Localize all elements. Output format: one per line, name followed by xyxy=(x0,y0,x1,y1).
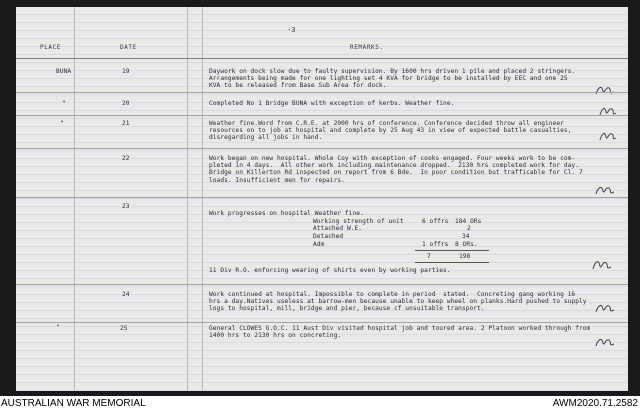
strength-total-offrs: 7 xyxy=(427,253,431,260)
entry-rule xyxy=(16,197,628,198)
entry-date: 23 xyxy=(122,203,130,210)
header-date: DATE xyxy=(120,44,137,51)
entry-remarks: General CLOWES G.O.C. 11 Aust Div visited hospital job and toured area. 2 Platoon worked through from 1400 hrs to 2130 hrs on concreting. xyxy=(209,325,591,340)
entry-place: " xyxy=(62,100,66,107)
strength-label: Adm xyxy=(313,241,325,248)
entry-date: 21 xyxy=(122,120,130,127)
signature-initials-mark xyxy=(594,301,616,315)
entry-rule xyxy=(16,92,628,93)
signature-initials-mark xyxy=(594,83,616,97)
column-rule xyxy=(187,7,188,391)
page-number: -3 xyxy=(287,26,296,34)
column-rule xyxy=(74,7,75,391)
entry-place: " xyxy=(56,324,60,331)
column-rule xyxy=(202,7,203,391)
entry-remarks: Daywork on dock slow due to faulty supervision. By 1600 hrs driven 1 pile and placed 2 stringers. Arrangements being made for one lighting set 4 KVA for bridge to be installed by EEC and one 25 KVA to be released from Base Sub Area for dock. xyxy=(209,68,576,90)
strength-offrs: 1 offrs xyxy=(422,241,449,248)
strength-ors: 8 ORs. xyxy=(455,241,478,248)
entry-place: BUNA xyxy=(56,68,72,75)
entry-remarks: 11 Div R.O. enforcing wearing of shirts even by working parties. xyxy=(209,267,451,274)
archive-credit: AUSTRALIAN WAR MEMORIAL xyxy=(1,398,146,409)
signature-initials-mark xyxy=(594,183,616,197)
strength-total-ors: 198 xyxy=(459,253,471,260)
entry-place: " xyxy=(60,120,64,127)
entry-date: 22 xyxy=(122,155,130,162)
strength-ors: 2 xyxy=(467,225,471,232)
signature-initials-mark xyxy=(594,335,616,349)
header-place: PLACE xyxy=(40,44,62,51)
entry-rule xyxy=(16,115,628,116)
entry-remarks: Weather fine.Word from C.R.E. at 2000 hrs of conference. Conference decided throw all engineer resources on to job at hospital and complete by 25 Aug 43 in view of expected battle casualties, disregarding all jobs in hand. xyxy=(209,120,572,142)
archive-reference: AWM2020.71.2582 xyxy=(552,398,638,409)
total-rule xyxy=(415,250,489,251)
entry-date: 20 xyxy=(122,100,130,107)
total-rule xyxy=(415,262,489,263)
entry-date: 24 xyxy=(122,291,130,298)
strength-ors: 34 xyxy=(462,233,470,240)
signature-initials-mark xyxy=(598,129,618,143)
entry-date: 19 xyxy=(122,68,130,75)
entry-remarks: Work progresses on hospital Weather fine. xyxy=(209,210,364,217)
entry-rule xyxy=(16,284,628,285)
strength-label: Working strength of unit xyxy=(313,218,404,225)
entry-remarks: Work continued at hospital. Impossible to complete in period stated. Concreting gang working 16 hrs a day.Natives useless at barrow-men because unable to keep wheel on planks.Hard pushed to supply logs to hospital, mill, bridge and pier, because cf unsuitable transport. xyxy=(209,291,587,313)
strength-label: Detached xyxy=(313,233,344,240)
entry-rule xyxy=(16,148,628,149)
entry-remarks: Completed No 1 Bridge BUNA with exception of kerbs. Weather fine. xyxy=(209,100,455,107)
strength-label: Attached W.E. xyxy=(313,225,363,232)
header-rule xyxy=(16,58,628,59)
war-diary-page xyxy=(16,7,628,391)
strength-offrs: 6 offrs xyxy=(422,218,449,225)
signature-initials-mark xyxy=(591,257,613,273)
entry-remarks: Work began on new hospital. Whole Coy with exception of cooks engaged. Four weeks work to be com- pleted in 4 days. All other work including maintenance dropped. 2130 hrs completed work for day. Bridge on Killerton Rd inspected on report from 6 Bde. In poor condition but trafficable for Cl. 7 loads. Insufficient men for repairs. xyxy=(209,155,583,184)
entry-rule xyxy=(16,322,628,323)
entry-date: 25 xyxy=(120,325,128,332)
strength-ors: 184 ORs xyxy=(455,218,482,225)
header-remarks: REMARKS. xyxy=(350,44,384,51)
